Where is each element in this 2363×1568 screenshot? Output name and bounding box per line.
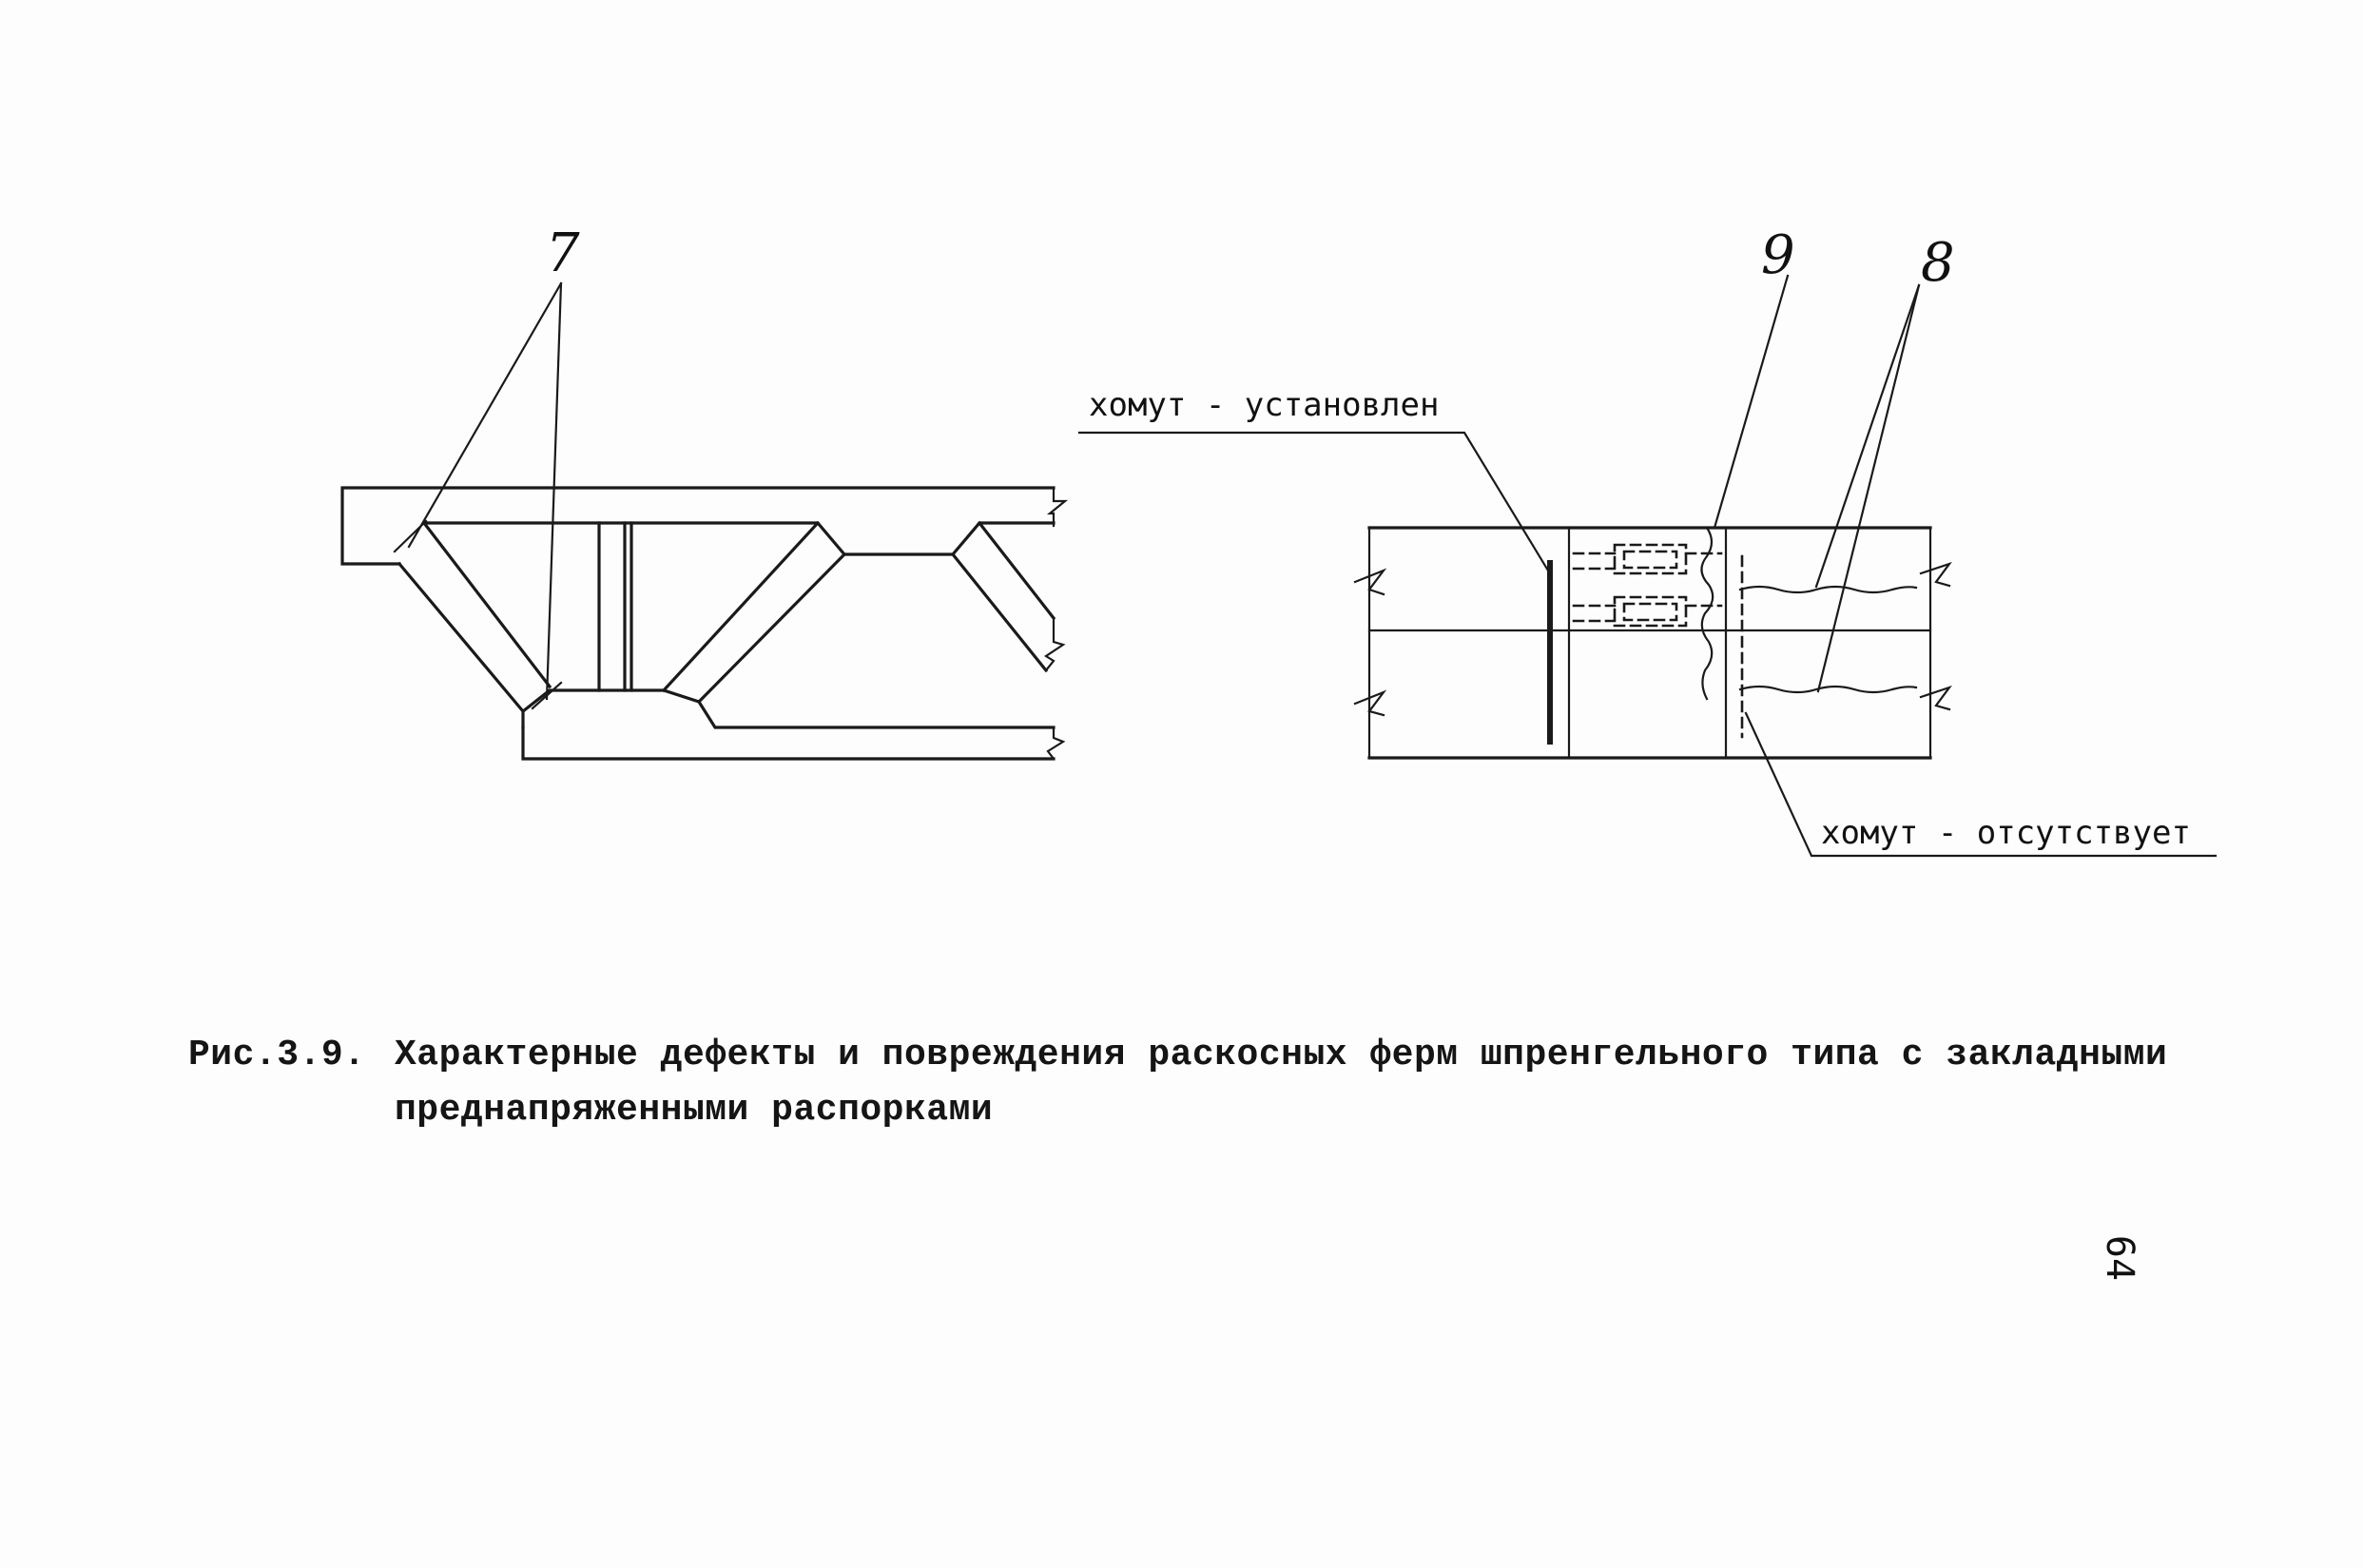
- top-chord-lower-edge: [424, 523, 1054, 554]
- callout-8: 8: [1921, 232, 1955, 294]
- crack-8-upper: [1740, 587, 1916, 592]
- left-diagonal-outer: [399, 564, 523, 711]
- embedded-spacers: [1574, 545, 1721, 626]
- callout-leader-7a: [409, 283, 561, 547]
- right-chord-fragment: [1079, 276, 2216, 856]
- figure-caption-line1: Характерные дефекты и повреждения раскосных ферм шпренгельного типа с закладными: [395, 1035, 2168, 1075]
- leader-clamp-installed: [1079, 433, 1548, 571]
- callout-leader-9: [1714, 276, 1788, 528]
- callout-7: 7: [546, 223, 580, 284]
- page-number: 64: [2098, 1234, 2142, 1282]
- right-diagonal-bottom: [953, 554, 1046, 670]
- label-clamp-installed: хомут - установлен: [1089, 386, 1440, 424]
- break-symbol: [1921, 687, 1949, 709]
- bottom-chord-top-edge: [523, 690, 1054, 727]
- figure-number: Рис.3.9.: [188, 1035, 366, 1075]
- break-symbol: [1921, 564, 1949, 586]
- bottom-chord-bottom-edge: [523, 727, 1054, 759]
- break-symbol: [1046, 618, 1063, 670]
- break-symbol: [1050, 488, 1065, 526]
- callout-leader-8a: [1816, 285, 1919, 587]
- right-diagonal-top: [979, 523, 1054, 618]
- top-chord: [342, 488, 1054, 564]
- crack-8-lower: [1740, 687, 1916, 692]
- label-clamp-missing: хомут - отсутствует: [1821, 814, 2191, 852]
- callout-leader-7b: [547, 283, 561, 699]
- left-truss-fragment: [342, 283, 1065, 759]
- break-symbol: [1048, 727, 1063, 759]
- callout-9: 9: [1761, 224, 1795, 286]
- figure-caption-line2: преднапряженными распорками: [395, 1090, 994, 1131]
- left-diagonal-inner: [424, 523, 550, 687]
